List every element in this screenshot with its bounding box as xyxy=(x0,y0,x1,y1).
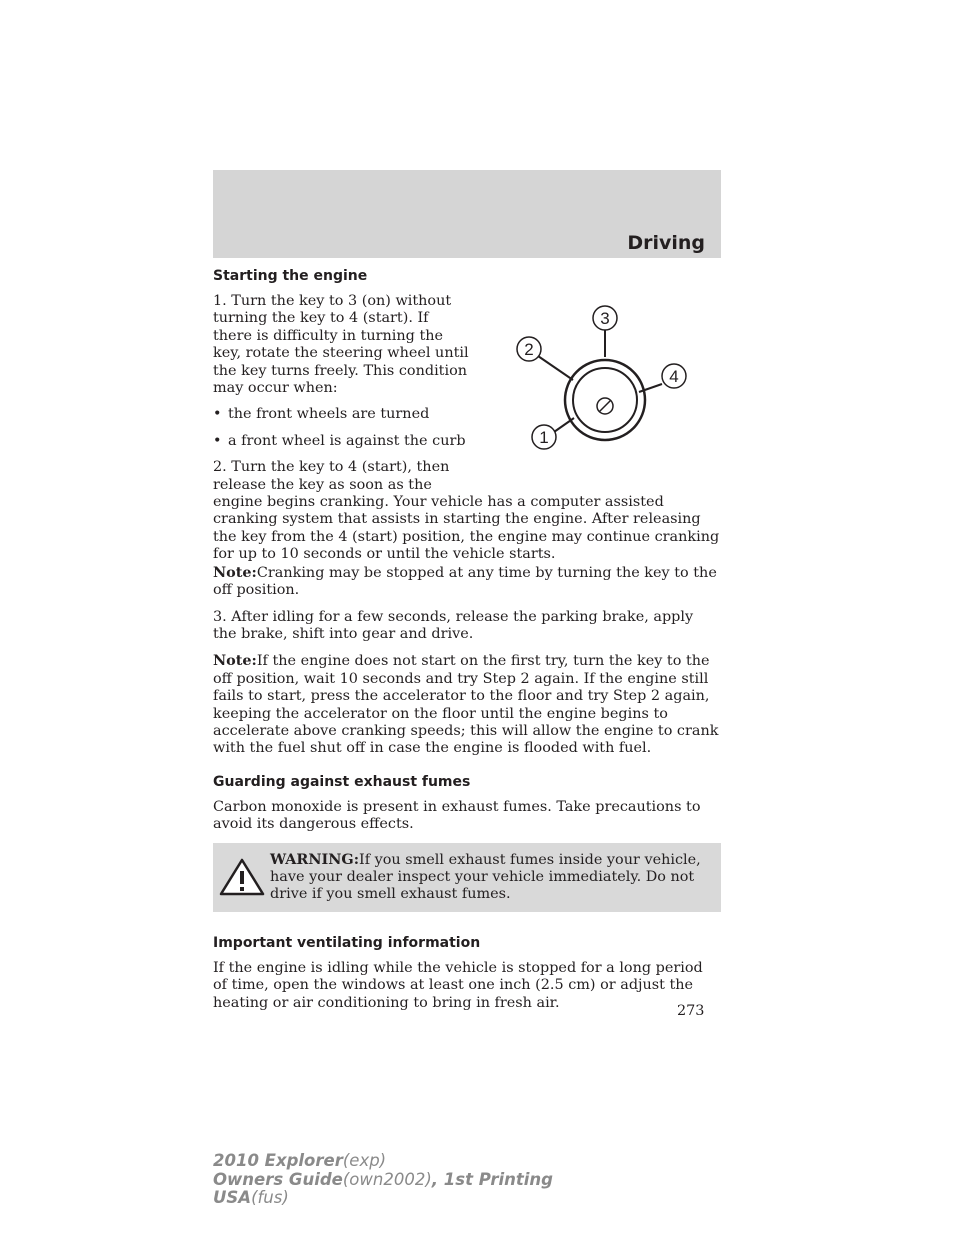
bullet-text: a front wheel is against the curb xyxy=(228,432,466,449)
heading-exhaust-fumes: Guarding against exhaust fumes xyxy=(213,773,471,790)
footer-market: USA xyxy=(213,1188,252,1207)
bullet-text: the front wheels are turned xyxy=(228,406,430,423)
footer-printing: , 1st Printing xyxy=(431,1169,553,1189)
page-content xyxy=(213,267,721,1021)
warning-label: WARNING: xyxy=(270,850,360,868)
section-title: Driving xyxy=(627,232,705,254)
list-item: • the front wheels are turned xyxy=(213,406,430,423)
exhaust-body: Carbon monoxide is present in exhaust fumes. Take precautions to avoid its dangerous effects. xyxy=(213,798,701,833)
label-2-text: 2 xyxy=(524,340,534,359)
note-2 xyxy=(213,652,721,757)
heading-ventilating: Important ventilating information xyxy=(213,934,481,951)
footer-guide: Owners Guide xyxy=(213,1169,343,1189)
note-text: Cranking may be stopped at any time by turning the key to the off position. xyxy=(213,564,717,599)
note-1 xyxy=(213,564,721,600)
warning-triangle-icon xyxy=(218,857,266,897)
step-2-text-continued: engine begins cranking. Your vehicle has a computer assisted cranking system that assists in starting the engine. After releasing the key from the 4 (start) position, the engine may continue cranking for up to 10 seconds or until the vehicle starts. xyxy=(213,494,720,563)
section-header-band xyxy=(213,170,721,258)
label-4-text: 4 xyxy=(669,367,679,386)
narrow-column xyxy=(213,293,471,494)
note-label: Note: xyxy=(213,652,257,670)
label-3-text: 3 xyxy=(600,309,610,328)
label-1-text: 1 xyxy=(539,428,549,447)
note-text: If the engine does not start on the first try, turn the key to the off position, wait 10 seconds and try Step 2 again. If the engine still fails to start, press the accelerator to the floor and try Step 2 again, keeping the accelerator on the floor until the engine begins to accelerate above cranking speeds; this will allow the engine to crank with the fuel shut off in case the engine is flooded with fuel. xyxy=(213,653,719,757)
ventilation-body: If the engine is idling while the vehicle is stopped for a long period of time, open the windows at least one inch (2.5 cm) or adjust the heating or air conditioning to bring in fresh air. xyxy=(213,959,703,1011)
warning-text xyxy=(218,851,713,904)
footer-market-code: (fus) xyxy=(251,1188,289,1207)
heading-starting-engine: Starting the engine xyxy=(213,268,368,284)
list-item: • a front wheel is against the curb xyxy=(213,432,466,449)
footer-model-code: (exp) xyxy=(342,1151,387,1170)
warning-box xyxy=(213,843,721,912)
footer-guide-code: (own2002) xyxy=(342,1169,432,1189)
step-2-text-start: 2. Turn the key to 4 (start), then release the key as soon as the xyxy=(213,459,450,493)
step-1-text: 1. Turn the key to 3 (on) without turning the key to 4 (start). If there is difficulty in turning the key, rotate the steering wheel until the key turns freely. This condition may occur when: xyxy=(213,293,469,397)
footer-printing-info xyxy=(213,1152,553,1208)
page-number: 273 xyxy=(677,1003,705,1019)
footer-model: 2010 Explorer xyxy=(213,1151,343,1170)
note-label: Note: xyxy=(213,563,257,581)
step-3-text: 3. After idling for a few seconds, release the parking brake, apply the brake, shift into gear and drive. xyxy=(213,608,694,642)
warning-body: If you smell exhaust fumes inside your vehicle, have your dealer inspect your vehicle immediately. Do not drive if you smell exhaust fumes. xyxy=(270,851,701,903)
